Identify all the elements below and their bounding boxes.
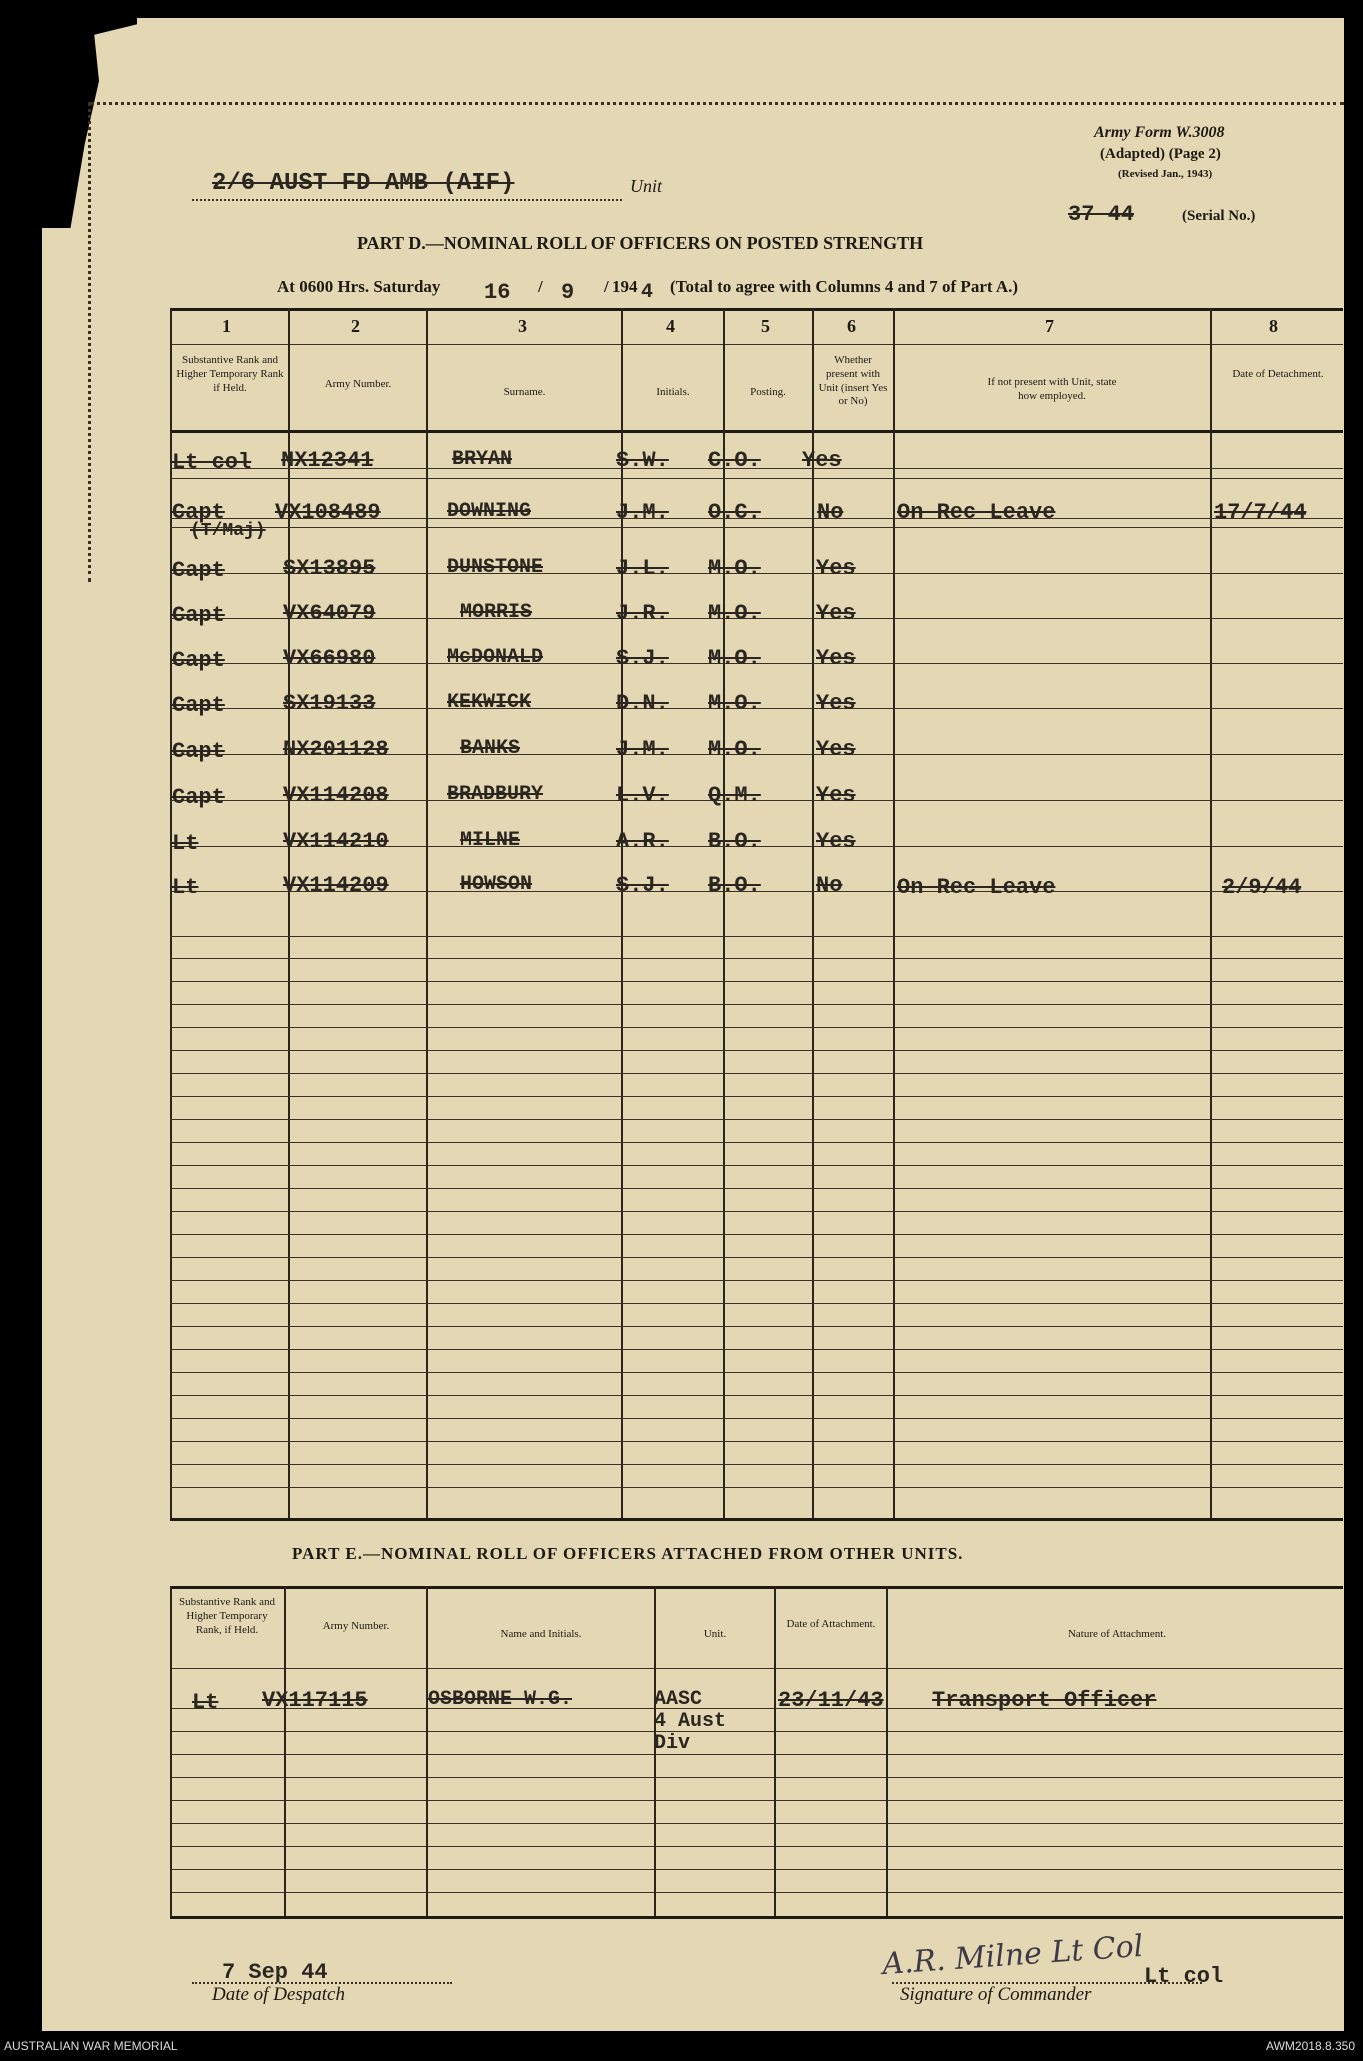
e-row-0-unit-1: AASC [654, 1688, 703, 1711]
archive-id: AWM2018.8.350 [1266, 2039, 1355, 2053]
row-4-rank: Capt [172, 648, 225, 673]
row-8-posting: B.O. [708, 829, 761, 854]
row-9-rank: Lt [172, 875, 199, 900]
row-0-initials: S.W. [616, 448, 669, 473]
row-1-surname: DOWNING [447, 500, 532, 523]
row-2-rank: Capt [172, 558, 225, 583]
row-7-army-no: VX114208 [283, 783, 389, 808]
unit-label: Unit [630, 176, 663, 196]
row-7-rank: Capt [172, 785, 225, 810]
row-1-army-no: VX108489 [275, 500, 381, 525]
row-9-posting: B.O. [708, 873, 761, 898]
unit-value: 2/6 AUST FD AMB (AIF) [212, 170, 515, 197]
row-1-posting: O.C. [708, 500, 761, 525]
row-8-army-no: VX114210 [283, 829, 389, 854]
archive-source: AUSTRALIAN WAR MEMORIAL [4, 2039, 178, 2053]
row-4-posting: M.O. [708, 646, 761, 671]
row-1-rank-extra: (T/Maj) [190, 521, 266, 541]
col-number-3: 3 [518, 316, 527, 336]
e-row-0-unit-2: 4 Aust [654, 1710, 727, 1733]
serial-label: (Serial No.) [1182, 208, 1256, 224]
e-row-0-rank: Lt [192, 1690, 219, 1715]
date-year-suffix: 4 [641, 281, 654, 304]
form-adapted: (Adapted) (Page 2) [1100, 146, 1221, 162]
row-4-surname: McDONALD [447, 646, 544, 669]
row-2-surname: DUNSTONE [447, 556, 544, 579]
form-title: Army Form W.3008 [1094, 124, 1225, 141]
row-1-rank: Capt [172, 500, 225, 525]
col-number-5: 5 [761, 316, 770, 336]
e-row-0-name: OSBORNE W.G. [428, 1688, 573, 1711]
form-page: Army Form W.3008 (Adapted) (Page 2) (Revised Jan., 1943) 2/6 AUST FD AMB (AIF) Unit 37 44 (Serial No.) PART D.—NOMINAL ROLL OF OFFICERS ON POSTED STRENGTH At 0600 Hrs. Saturday 16 / 9 / 194 4 (Total to agree with Columns 4 and 7 of Part A.) 1 2 3 4 5 6 7 8 Substantive Rank and Higher Temporary Rank if Held. Army Number. Surname. Initials. Posting. Whether present with Unit (insert Yes or No) If not present with Unit, state how employed. Date of Detachment. Lt col NX12341 BRYAN S.W. C.O. Yes Capt (T/Maj) VX108489 DOWNING J.M. O.C. No On Rec Leave 17/7/44 Capt SX13895 DUNSTONE J.L. M.O. Yes Capt VX64079 MORRIS J.R. M.O. Yes Capt VX66980 McDONALD S.J. M.O. Yes Capt SX19133 KEKWICK D.N. M.O. Yes Capt NX201128 BANKS J.M. M.O. Yes Capt VX114208 BRADBURY L.V. Q.M. Yes Lt VX114210 MILNE A.R. B.O. Yes Lt VX114209 HOWSON S.J. B.O. No On Rec Leave 2/9/44 PART E.—NOMINAL ROLL OF OFFICERS ATTACHED FROM OTHER UNITS. Substantive Rank and Higher Temporary Rank, if Held. Army Number. Name and Initials. Unit. Date of Attachment. Nature of Attachment. Lt VX117115 OSBORNE W.G. AASC 4 Aust Div 23/11/43 Transport Officer 7 Sep 44 Date of Despatch A.R. Milne Lt Col Lt col Signature of Commander [42, 18, 1344, 2031]
date-note: (Total to agree with Columns 4 and 7 of Part A.) [670, 277, 1019, 296]
row-4-present: Yes [816, 646, 856, 671]
date-year-prefix: 194 [612, 277, 638, 296]
despatch-value: 7 Sep 44 [222, 1960, 328, 1985]
row-3-present: Yes [816, 601, 856, 626]
perforation-line-vertical [88, 102, 91, 582]
e-col-header-rank: Substantive Rank and Higher Temporary Rank, if Held. [179, 1596, 275, 1636]
row-5-posting: M.O. [708, 691, 761, 716]
row-0-army-no: NX12341 [281, 448, 374, 473]
row-0-surname: BRYAN [452, 448, 513, 471]
col-number-7: 7 [1045, 316, 1054, 336]
col-number-6: 6 [847, 316, 856, 336]
e-col-header-attachment-date: Date of Attachment. [786, 1618, 876, 1630]
commander-signature: A.R. Milne Lt Col [881, 1928, 1145, 1983]
col-number-1: 1 [222, 316, 231, 336]
date-prefix: At 0600 Hrs. Saturday [277, 277, 441, 296]
row-5-surname: KEKWICK [447, 691, 532, 714]
row-6-initials: J.M. [616, 737, 669, 762]
archive-footer [0, 2031, 1363, 2061]
row-6-rank: Capt [172, 739, 225, 764]
row-9-initials: S.J. [616, 873, 669, 898]
row-5-rank: Capt [172, 693, 225, 718]
form-revised: (Revised Jan., 1943) [1118, 168, 1213, 180]
col-header-initials: Initials. [656, 386, 690, 398]
row-7-surname: BRADBURY [447, 783, 544, 806]
row-3-rank: Capt [172, 603, 225, 628]
row-4-army-no: VX66980 [283, 646, 376, 671]
row-6-present: Yes [816, 737, 856, 762]
row-0-present: Yes [802, 448, 842, 473]
row-2-posting: M.O. [708, 556, 761, 581]
table-top-border [170, 308, 1343, 311]
serial-value: 37 44 [1068, 202, 1135, 227]
col-header-employed: If not present with Unit, state how employed. [987, 376, 1117, 402]
row-5-initials: D.N. [616, 691, 669, 716]
e-row-0-nature: Transport Officer [932, 1688, 1157, 1713]
e-row-0-unit-3: Div [654, 1732, 691, 1755]
row-8-initials: A.R. [616, 829, 669, 854]
e-col-header-army-number: Army Number. [322, 1620, 390, 1632]
row-8-present: Yes [816, 829, 856, 854]
row-5-present: Yes [816, 691, 856, 716]
commander-rank: Lt col [1144, 1964, 1224, 1989]
row-0-posting: C.O. [708, 448, 761, 473]
row-3-initials: J.R. [616, 601, 669, 626]
e-col-header-unit: Unit. [703, 1628, 727, 1640]
row-2-initials: J.L. [616, 556, 669, 581]
row-6-posting: M.O. [708, 737, 761, 762]
col-header-surname: Surname. [503, 386, 546, 398]
col-header-detachment: Date of Detachment. [1232, 368, 1324, 380]
row-1-employed: On Rec Leave [897, 500, 1056, 525]
despatch-label: Date of Despatch [212, 1984, 345, 2005]
row-9-present: No [816, 873, 843, 898]
col-number-4: 4 [666, 316, 675, 336]
col-header-posting: Posting. [750, 386, 786, 398]
part-e-title: PART E.—NOMINAL ROLL OF OFFICERS ATTACHED FROM OTHER UNITS. [292, 1544, 964, 1563]
e-row-0-date: 23/11/43 [778, 1688, 884, 1713]
row-9-surname: HOWSON [460, 873, 533, 896]
e-col-header-nature: Nature of Attachment. [1067, 1628, 1167, 1640]
perforation-line [90, 102, 1344, 105]
commander-label: Signature of Commander [900, 1984, 1092, 2005]
row-3-posting: M.O. [708, 601, 761, 626]
row-9-army-no: VX114209 [283, 873, 389, 898]
row-4-initials: S.J. [616, 646, 669, 671]
row-6-army-no: NX201128 [283, 737, 389, 762]
row-5-army-no: SX19133 [283, 691, 376, 716]
col-header-present: Whether present with Unit (insert Yes or No) [818, 354, 888, 408]
row-1-present: No [817, 500, 844, 525]
row-7-present: Yes [816, 783, 856, 808]
row-6-surname: BANKS [460, 737, 521, 760]
row-2-present: Yes [816, 556, 856, 581]
date-day: 16 [484, 280, 511, 305]
row-0-rank: Lt col [172, 450, 252, 475]
row-8-rank: Lt [172, 831, 199, 856]
row-8-surname: MILNE [460, 829, 521, 852]
row-9-employed: On Rec Leave [897, 875, 1056, 900]
date-month: 9 [561, 280, 575, 305]
row-3-surname: MORRIS [460, 601, 533, 624]
row-2-army-no: SX13895 [283, 556, 376, 581]
unit-dotted-line [192, 199, 622, 201]
col-header-army-number: Army Number. [324, 378, 392, 390]
row-9-date: 2/9/44 [1222, 875, 1302, 900]
part-d-title: PART D.—NOMINAL ROLL OF OFFICERS ON POSTED STRENGTH [357, 233, 924, 253]
e-col-header-name: Name and Initials. [500, 1628, 582, 1640]
col-header-rank: Substantive Rank and Higher Temporary Rank if Held. [176, 354, 284, 394]
row-7-posting: Q.M. [708, 783, 761, 808]
row-7-initials: L.V. [616, 783, 669, 808]
col-number-2: 2 [351, 316, 360, 336]
row-3-army-no: VX64079 [283, 601, 376, 626]
col-number-8: 8 [1269, 316, 1278, 336]
e-row-0-army-no: VX117115 [262, 1688, 368, 1713]
row-1-date: 17/7/44 [1214, 500, 1307, 525]
row-1-initials: J.M. [616, 500, 669, 525]
